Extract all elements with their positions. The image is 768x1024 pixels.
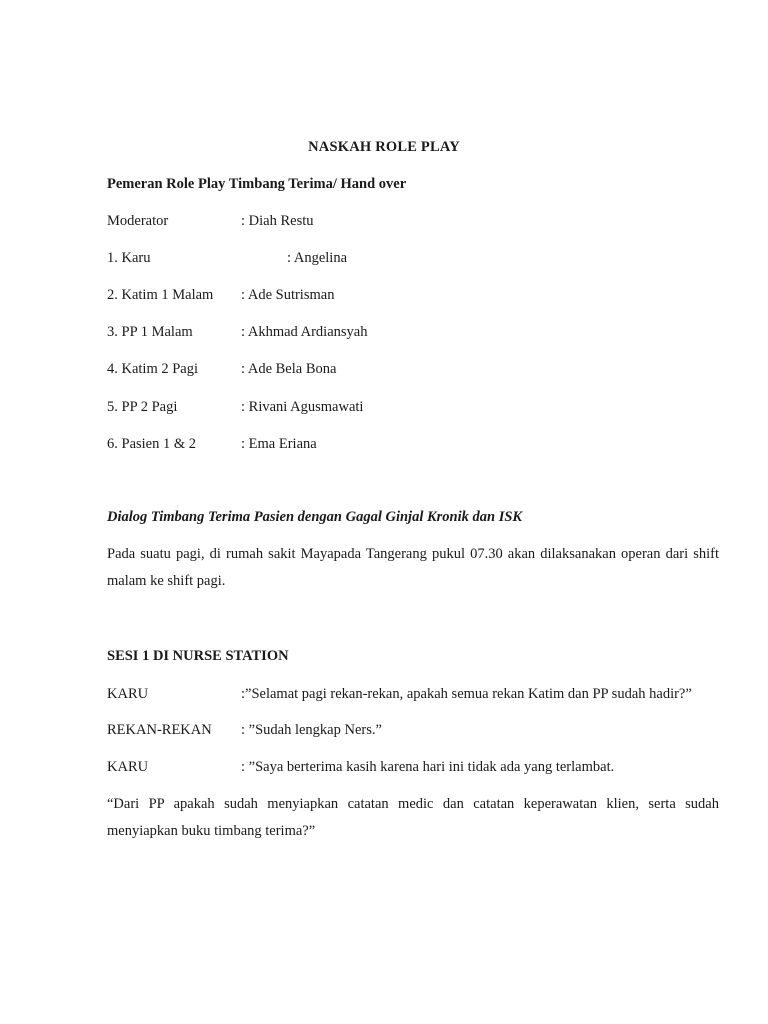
cast-name-pp-1: : Akhmad Ardiansyah [241,324,368,340]
cast-role-pasien: 6. Pasien 1 & 2 [107,436,197,452]
dialog-heading: Dialog Timbang Terima Pasien dengan Gagal Ginjal Kronik dan ISK [107,509,523,525]
cast-name-karu: : Angelina [287,250,348,266]
cast-heading: Pemeran Role Play Timbang Terima/ Hand over [107,176,407,192]
cast-name-pp-2: : Rivani Agusmawati [241,399,364,415]
document-title: NASKAH ROLE PLAY [308,139,460,155]
cast-role-pp-1: 3. PP 1 Malam [107,324,193,340]
dialog-line-1: :”Selamat pagi rekan-rekan, apakah semua rekan Katim dan PP sudah hadir?” [241,686,692,702]
cast-role-katim-2: 4. Katim 2 Pagi [107,361,199,377]
session-heading: SESI 1 DI NURSE STATION [107,648,289,664]
cast-name-moderator: : Diah Restu [241,213,314,229]
cast-role-karu: 1. Karu [107,250,151,266]
closing-paragraph: “Dari PP apakah sudah menyiapkan catatan medic dan catatan keperawatan klien, serta sudah menyiapkan buku timbang terima?” [107,796,719,839]
dialog-speaker-2: REKAN-REKAN [107,722,212,738]
cast-role-moderator: Moderator [107,213,169,229]
cast-name-pasien: : Ema Eriana [241,436,317,452]
dialog-line-3: : ”Saya berterima kasih karena hari ini tidak ada yang terlambat. [241,759,615,775]
cast-role-katim-1: 2. Katim 1 Malam [107,287,214,303]
dialog-speaker-1: KARU [107,686,149,702]
cast-name-katim-1: : Ade Sutrisman [241,287,335,303]
dialog-speaker-3: KARU [107,759,149,775]
intro-paragraph: Pada suatu pagi, di rumah sakit Mayapada Tangerang pukul 07.30 akan dilaksanakan operan dari shift malam ke shift pagi. [107,546,719,589]
dialog-line-2: : ”Sudah lengkap Ners.” [241,722,382,738]
cast-name-katim-2: : Ade Bela Bona [241,361,337,377]
cast-role-pp-2: 5. PP 2 Pagi [107,399,178,415]
